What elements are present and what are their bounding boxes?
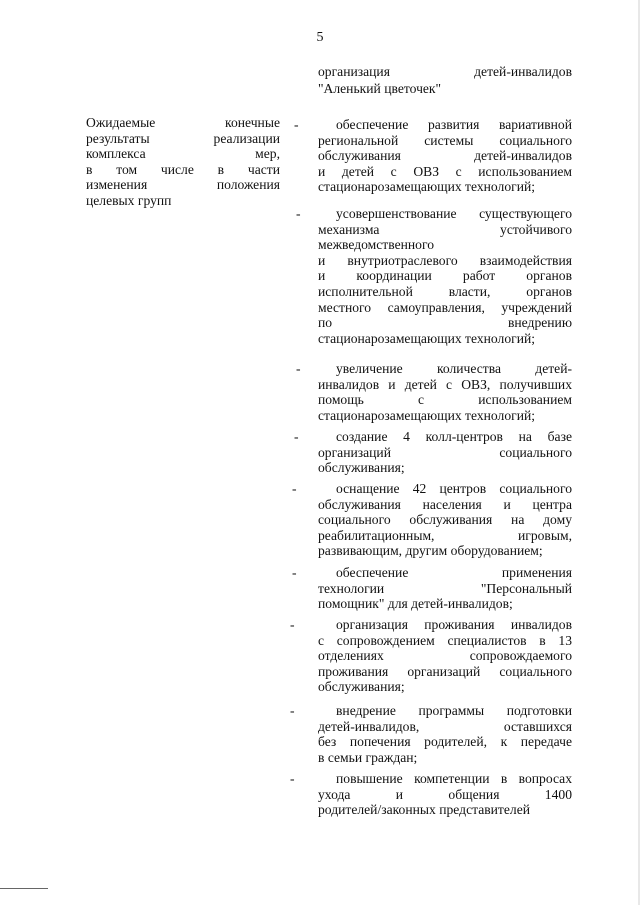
result-line: по внедрению [318,315,572,331]
result-line: проживания организаций социального [318,663,572,679]
result-line: обслуживания; [318,679,405,695]
result-line: механизма устойчивого [318,221,572,237]
label-line: в том числе в части [86,161,280,177]
result-text [318,771,572,818]
result-text [318,206,572,346]
result-line: обслуживания детей-инвалидов [318,148,572,164]
result-line: без попечения родителей, к передаче [318,734,572,750]
continuation-text [318,63,572,97]
footer-rule [0,888,48,889]
result-line: помощь с использованием [318,392,572,408]
result-line: межведомственного [318,237,435,253]
result-line: с сопровождением специалистов в 13 [318,632,572,648]
result-line: развивающим, другим оборудованием; [318,543,543,559]
result-line: стационарозамещающих технологий; [318,179,536,195]
result-line: создание 4 колл-центров на базе [336,429,572,444]
result-line: ухода и общения 1400 [318,786,572,802]
result-line: оснащение 42 центров социального [336,481,572,496]
result-line: инвалидов и детей с ОВЗ, получивших [318,376,572,392]
bullet-dash: - [296,361,301,376]
label-line: комплекса мер, [86,146,280,162]
bullet-dash: - [292,565,297,580]
result-line: исполнительной власти, органов [318,283,572,299]
result-line: родителей/законных представителей [318,802,531,818]
label-line: результаты реализации [86,130,280,146]
result-line: обеспечение развития вариативной [336,117,572,132]
bullet-dash: - [294,117,299,132]
result-line: стационарозамещающих технологий; [318,407,536,423]
result-line: и координации работ органов [318,268,572,284]
result-line: и детей с ОВЗ с использованием [318,163,572,179]
result-line: обеспечение применения [336,565,572,580]
result-line: помощник" для детей-инвалидов; [318,596,513,612]
result-line: отделениях сопровождаемого [318,648,572,664]
bullet-dash: - [290,617,295,632]
row-label [86,115,280,209]
result-line: усовершенствование существующего [336,206,572,221]
label-line: изменения положения [86,177,280,193]
bullet-dash: - [290,703,295,718]
result-text [318,703,572,765]
result-line: организация проживания инвалидов [336,617,572,632]
label-line: Ожидаемые конечные [86,115,280,130]
result-text [318,361,572,423]
result-line: внедрение программы подготовки [336,703,572,718]
result-line: обслуживания; [318,460,405,476]
result-line: детей-инвалидов, оставшихся [318,718,572,734]
result-text [318,481,572,559]
continuation-line: "Аленький цветочек" [318,81,442,96]
result-line: региональной системы социального [318,132,572,148]
result-line: повышение компетенции в вопросах [336,771,572,786]
bullet-dash: - [296,206,301,221]
result-line: организаций социального [318,444,572,460]
result-text [318,565,572,612]
result-line: стационарозамещающих технологий; [318,330,536,346]
result-line: и внутриотраслевого взаимодействия [318,252,572,268]
result-text [318,117,572,195]
bullet-dash: - [292,481,297,496]
continuation-line: организация детей-инвалидов [318,64,572,79]
result-line: местного самоуправления, учреждений [318,299,572,315]
result-line: обслуживания населения и центра [318,496,572,512]
bullet-dash: - [290,771,295,786]
result-text [318,429,572,476]
result-line: социального обслуживания на дому [318,512,572,528]
page-number: 5 [316,30,324,45]
label-line: целевых групп [86,192,172,208]
result-line: в семьи граждан; [318,749,418,765]
result-line: реабилитационным, игровым, [318,527,572,543]
result-line: увеличение количества детей- [336,361,572,376]
bullet-dash: - [294,429,299,444]
result-line: технологии "Персональный [318,580,572,596]
result-text [318,617,572,695]
